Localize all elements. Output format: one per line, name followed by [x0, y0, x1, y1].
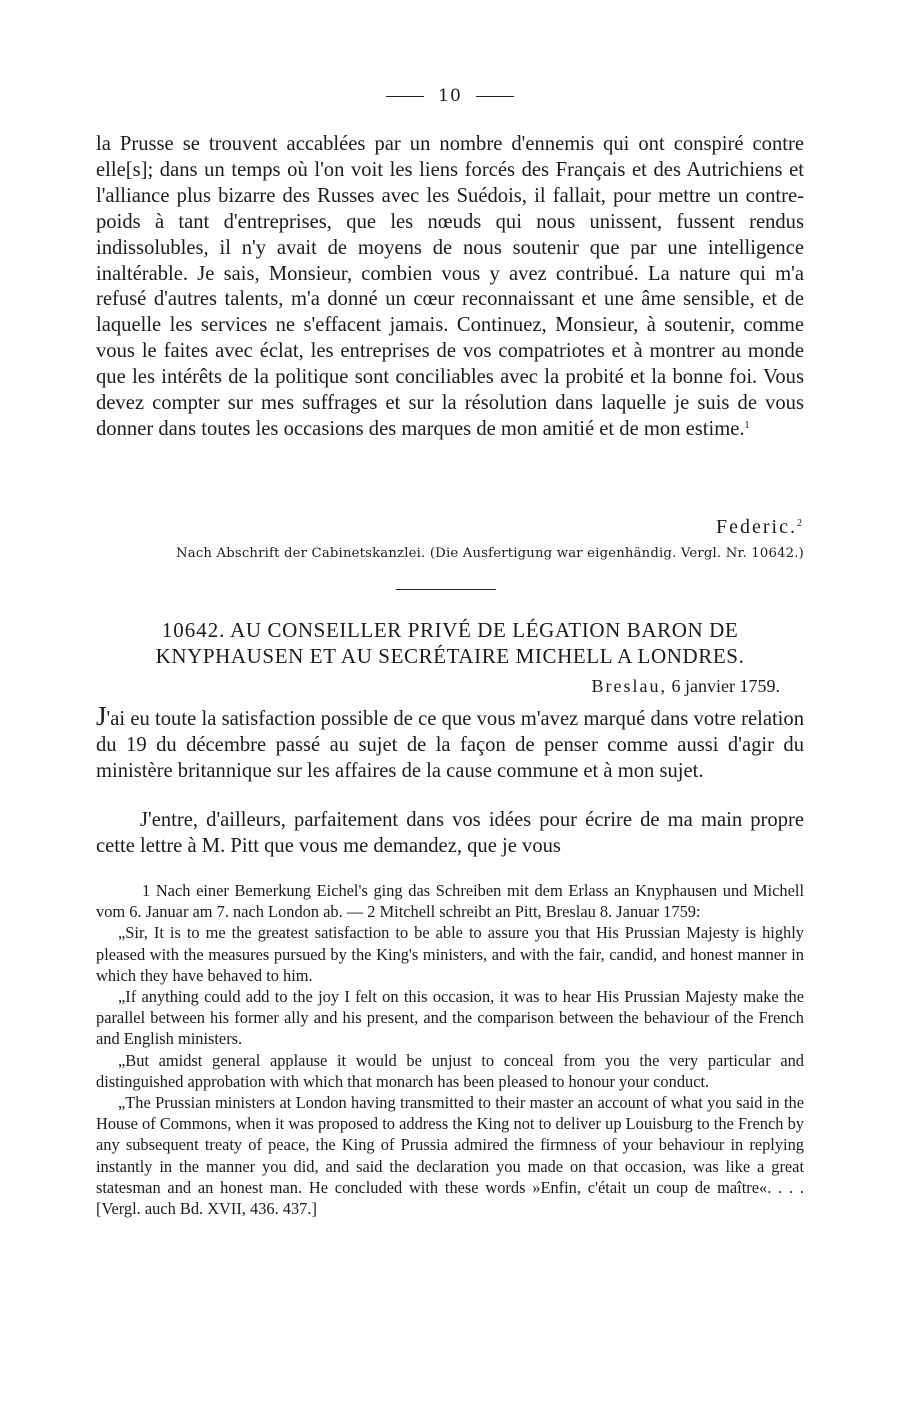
letter1-text: la Prusse se trouvent accablées par un nombre d'ennemis qui ont conspiré contre elle[s]; dans un temps où l'on voit les liens forcés des Français et des Autrichiens et l'alliance plus bizarre des Russes avec les Suédois, il fallait, pour mettre un contre-poids à tant d'entreprises, que les nœuds qui nous unissent, fussent rendus indissolubles, il n'y avait de moyens de nous soutenir que par une intelligence inaltérable. Je sais, Monsieur, combien vous y avez contribué. La nature qui m'a refusé d'autres talents, m'a donné un cœur reconnaissant et une âme sensible, et de laquelle les services ne s'effacent jamais. Continuez, Monsieur, à soutenir, comme vous le faites avec éclat, les entreprises de vos compatriotes et à montrer au monde que les intérêts de la politique sont conciliables avec la probité et la bonne foi. Vous devez compter sur mes suffrages et sur la résolution dans laquelle je suis de vous donner dans toutes les occasions des marques de mon amitié et de mon estime. — [96, 133, 804, 440]
dateline — [592, 676, 780, 697]
footnote-ref-1: 1 — [744, 419, 750, 431]
footnote-ref-2: 2 — [797, 518, 804, 529]
signature — [716, 516, 804, 539]
dateline-date: 6 janvier 1759. — [671, 676, 780, 696]
footnote-1-2: 1 Nach einer Bemerkung Eichel's ging das Schreiben mit dem Erlass an Knyphausen und Michell vom 6. Januar am 7. nach London ab. — 2 Mitchell schreibt an Pitt, Breslau 8. Januar 1759: — [96, 881, 804, 922]
section-divider — [396, 589, 496, 590]
signature-text: Federic. — [716, 516, 797, 538]
heading-line1: AU CONSEILLER PRIVÉ DE LÉGATION BARON DE — [230, 618, 739, 642]
initial-letter: J — [96, 701, 107, 731]
letter-number: 10642. — [161, 618, 226, 642]
letter2-paragraph-2 — [96, 808, 804, 860]
footnotes — [96, 880, 804, 1219]
footnote-quote-4: „The Prussian ministers at London having transmitted to their master an account of what you said in the House of Commons, when it was proposed to address the King not to deliver up Louisburg to the French by any subsequent treaty of peace, the King of Prussia admired the firmness of your behaviour in replying instantly in the manner you did, and said the declaration you made on that occasion, was like a great statesman and an honest man. He concluded with these words »Enfin, c'était un coup de maître«. . . . [Vergl. auch Bd. XVII, 436. 437.] — [96, 1093, 804, 1219]
dateline-place: Breslau, — [591, 676, 668, 696]
source-note: Nach Abschrift der Cabinetskanzlei. (Die Ausfertigung war eigenhändig. Vergl. Nr. 10642.) — [176, 546, 804, 561]
paragraph-2-text: J'entre, d'ailleurs, parfaitement dans vos idées pour écrire de ma main propre cette lettre à M. Pitt que vous me demandez, que je vous — [96, 809, 804, 857]
footnote-quote-1: „Sir, It is to me the greatest satisfaction to be able to assure you that His Prussian Majesty is highly pleased with the measures pursued by the King's ministers, and with the fair, candid, and honest manner in which they have behaved to him. — [96, 923, 804, 985]
letter2-heading — [96, 617, 804, 669]
letter1-body — [96, 132, 804, 443]
footnote-quote-3: „But amidst general applause it would be unjust to conceal from you the very particular and distinguished approbation with which that monarch has been pleased to honour your conduct. — [96, 1050, 804, 1091]
page-number: 10 — [438, 86, 462, 106]
paragraph-1-text: 'ai eu toute la satisfaction possible de ce que vous m'avez marqué dans votre relation du 19 du décembre passé au sujet de la façon de penser comme aussi d'agir du ministère britannique sur les affaires de la cause commune et à mon sujet. — [96, 708, 804, 782]
header-dash-right — [476, 96, 514, 97]
page-header — [96, 86, 804, 106]
header-dash-left — [386, 96, 424, 97]
letter2-paragraph-1 — [96, 701, 804, 785]
heading-line2: KNYPHAUSEN ET AU SECRÉTAIRE MICHELL A LONDRES. — [155, 644, 745, 668]
footnote-quote-2: „If anything could add to the joy I felt on this occasion, it was to hear His Prussian Majesty make the parallel between his former ally and his present, and the comparison between the behaviour of the French and English ministers. — [96, 987, 804, 1049]
